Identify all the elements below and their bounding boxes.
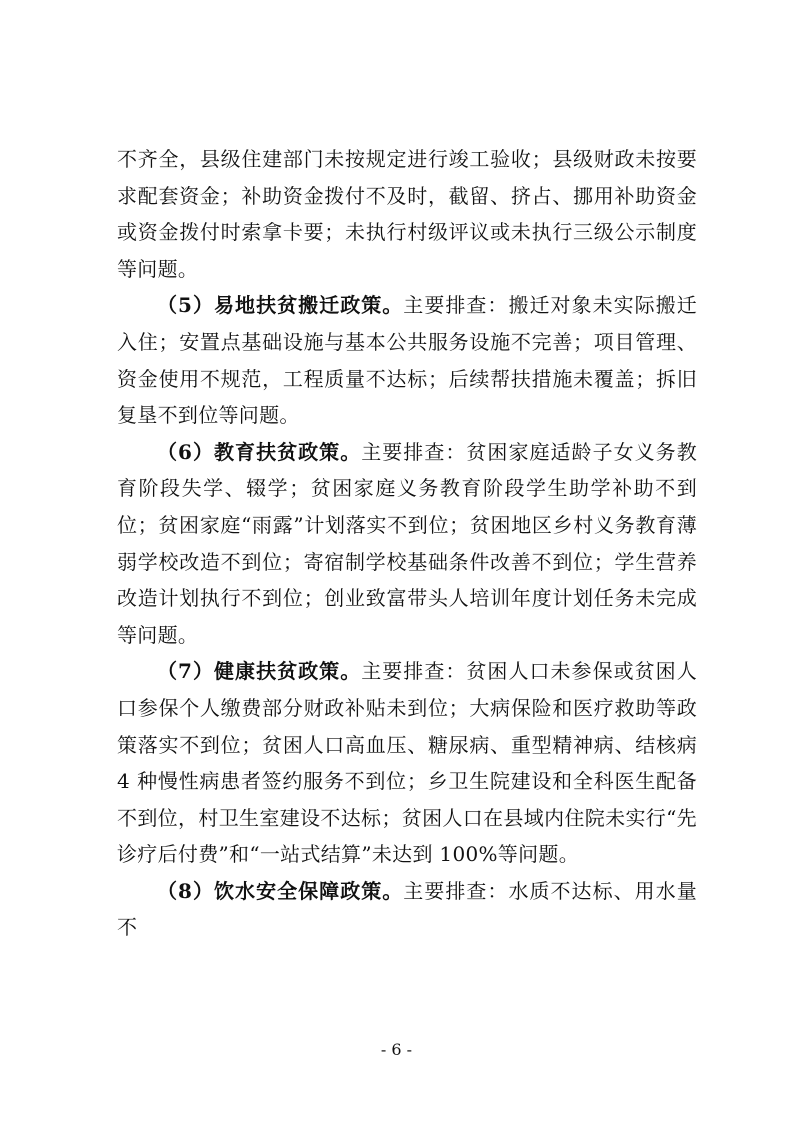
paragraph-heading: （8）饮水安全保障政策。	[157, 878, 404, 903]
paragraph-heading: （5）易地扶贫搬迁政策。	[157, 293, 404, 318]
paragraph-text: 主要排查：水质不达标、用水量不	[117, 878, 697, 940]
document-body	[117, 141, 697, 946]
page-number: - 6 -	[380, 1040, 413, 1059]
paragraph-heading: （7）健康扶贫政策。	[157, 659, 362, 684]
paragraph-text: 主要排查：贫困人口未参保或贫困人口参保个人缴费部分财政补贴未到位；大病保险和医疗救助等政策落实不到位；贫困人口高血压、糖尿病、重型精神病、结核病 4 种慢性病患者签约服务不到位；乡卫生院建设和全科医生配备不到位，村卫生室建设不达标；贫困人口在县域内住院未实行“先诊疗后付费”和“一站式结算”未达到 100%等问题。	[117, 659, 697, 867]
paragraph-text: 主要排查：贫困家庭适龄子女义务教育阶段失学、辍学；贫困家庭义务教育阶段学生助学补助不到位；贫困家庭“雨露”计划落实不到位；贫困地区乡村义务教育薄弱学校改造不到位；寄宿制学校基础条件改善不到位；学生营养改造计划执行不到位；创业致富带头人培训年度计划任务未完成等问题。	[117, 439, 697, 647]
paragraph-continuation	[117, 141, 697, 287]
paragraph-health-policy	[117, 653, 697, 873]
paragraph-relocation-policy	[117, 287, 697, 433]
paragraph-text: 不齐全，县级住建部门未按规定进行竣工验收；县级财政未按要求配套资金；补助资金拨付不及时，截留、挤占、挪用补助资金或资金拨付时索拿卡要；未执行村级评议或未执行三级公示制度等问题。	[117, 147, 697, 281]
paragraph-water-policy	[117, 873, 697, 946]
paragraph-education-policy	[117, 434, 697, 654]
paragraph-heading: （6）教育扶贫政策。	[157, 439, 362, 464]
paragraph-text: 主要排查：搬迁对象未实际搬迁入住；安置点基础设施与基本公共服务设施不完善；项目管理、资金使用不规范，工程质量不达标；后续帮扶措施未覆盖；拆旧复垦不到位等问题。	[117, 293, 697, 428]
